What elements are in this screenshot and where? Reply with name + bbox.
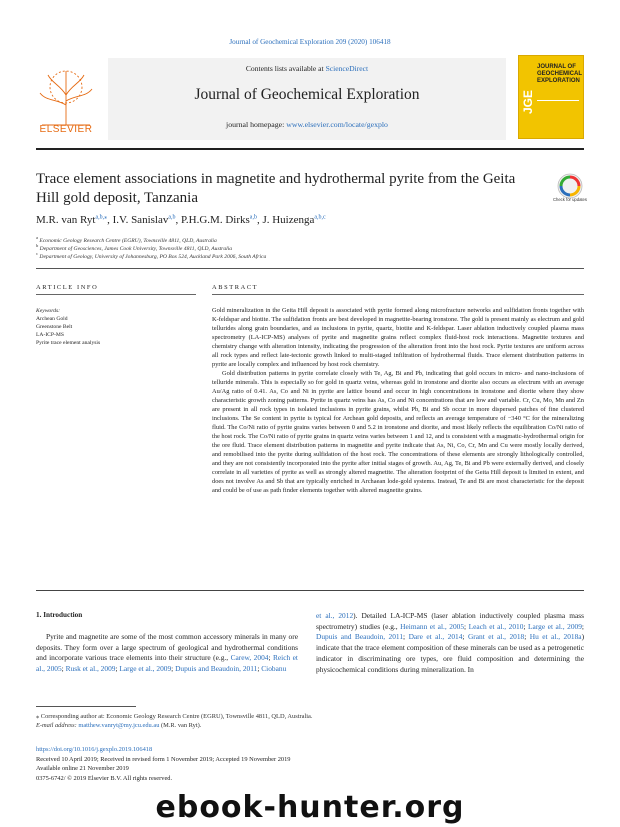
- abstract-rule: [212, 294, 584, 295]
- keyword: LA-ICP-MS: [36, 332, 64, 338]
- cover-abbrev: JGE: [521, 89, 535, 114]
- author[interactable]: M.R. van Ryt$^{a,b,⁎}$,: [36, 213, 113, 226]
- introduction-column-right: et al., 2012). Detailed LA-ICP-MS (laser ablation inductively coupled plasma mass spectrometry) studies (e.g., Heimann et al., 2005; Leach et al., 2010; Large et al., 2009; Dupuis and Beaudoin, 2011; Dare et al., 2014; Grant et al., 2018; Hu et al., 2018a) indicate that the trace element composition of these minerals can be used as a petrogenetic indicator in discriminating ore types, ore fluid composition and determining the physicochemical conditions during mineralization. In: [316, 611, 585, 674]
- homepage-link[interactable]: www.elsevier.com/locate/gexplo: [286, 120, 388, 129]
- reference-link[interactable]: Dupuis and Beaudoin, 2011: [175, 664, 258, 674]
- reference-link[interactable]: et al., 2012: [316, 611, 354, 620]
- check-for-updates-label[interactable]: Check for updates: [553, 197, 587, 202]
- footnote-rule: [36, 706, 136, 707]
- reference-link[interactable]: Hu et al., 2018a: [529, 632, 582, 642]
- reference-link[interactable]: Dare et al., 2014: [408, 632, 463, 642]
- author[interactable]: J. Huizenga$^{a,b,c}$: [262, 213, 326, 226]
- introduction-column-left: Pyrite and magnetite are some of the most common accessory minerals in many ore deposits. They form over a large spectrum of geological and hydrothermal conditions and incorporate various trace elements into their structure (e.g., Carew, 2004; Reich et al., 2005; Rusk et al., 2009; Large et al., 2009; Dupuis and Beaudoin, 2011; Ciobanu: [36, 632, 298, 674]
- reference-link[interactable]: Rusk et al., 2009: [65, 664, 116, 674]
- reference-link[interactable]: Ciobanu: [261, 664, 287, 674]
- copyright: 0375-6742/ © 2019 Elsevier B.V. All rights reserved.: [36, 774, 173, 782]
- keywords-label: Keywords:: [36, 308, 61, 314]
- journal-homepage: [108, 120, 506, 129]
- article-history: [36, 745, 291, 783]
- affiliation: $^b$ Department of Geosciences, James Cook University, Townsville 4811, QLD, Australia: [36, 243, 233, 252]
- introduction-heading: 1. Introduction: [36, 611, 83, 619]
- reference-link[interactable]: Reich et al., 2005: [36, 653, 298, 674]
- check-for-updates-icon[interactable]: [556, 172, 584, 200]
- keyword: Pyrite trace element analysis: [36, 340, 101, 346]
- reference-link[interactable]: Large et al., 2009: [528, 621, 582, 631]
- abstract-paragraph: Gold mineralization in the Geita Hill deposit is associated with pyrite formed along microfracture networks and sulfidation fronts together with K-feldspar and biotite. The sulfidation fronts are best developed in magnetite-bearing ironstone. The gold is present mainly as electrum and gold tellurides along grain boundaries, and as inclusions in pyrite, quartz, biotite and K-feldspar. Laser ablation inductively coupled plasma mass spectrometry (LA-ICP-MS) analyses of pyrite and magnetite grains reflect complex fluid-host rock interactions. Magnetite textures and chemistry change with alteration intensity, indicating the progression of the alteration front into the host rock. Pyrite textures are uniform across all rock types and reflect late-tectonic growth linked to multi-staged infiltration of hydrothermal fluids. Trace element distribution patterns in pyrite are locally complex and influenced by host rock chemistry.: [212, 307, 584, 368]
- elsevier-wordmark: ELSEVIER: [39, 124, 93, 135]
- received-dates: Received 10 April 2019; Received in revised form 1 November 2019; Accepted 19 November 2019: [36, 755, 291, 763]
- header-rule: [36, 148, 584, 150]
- email-link[interactable]: matthew.vanryt@my.jcu.edu.au: [78, 722, 160, 729]
- reference-link[interactable]: Dupuis and Beaudoin, 2011: [316, 632, 404, 642]
- section-rule: [36, 268, 584, 269]
- available-online: Available online 21 November 2019: [36, 765, 129, 772]
- watermark: ebook-hunter.org: [155, 790, 465, 825]
- abstract-end-rule: [36, 590, 584, 591]
- abstract-heading: ABSTRACT: [212, 284, 259, 291]
- corresponding-author-footnote: ⁎ Corresponding author at: Economic Geology Research Centre (EGRU), Townsville 4811, QLD, Australia. E-mail address: matthew.vanryt@my.jcu.edu.au (M.R. van Ryt).: [36, 713, 313, 729]
- journal-cover-thumbnail: [518, 55, 584, 139]
- reference-link[interactable]: Carew, 2004: [230, 653, 269, 663]
- contents-line: [108, 64, 506, 73]
- journal-title: Journal of Geochemical Exploration: [194, 86, 420, 103]
- affiliation: $^a$ Economic Geology Research Centre (EGRU), Townsville 4811, QLD, Australia: [36, 235, 217, 244]
- sciencedirect-link[interactable]: ScienceDirect: [325, 64, 369, 73]
- cover-rule: [537, 100, 579, 101]
- abstract-paragraph: Gold distribution patterns in pyrite correlate closely with Te, Ag, Bi and Pb, indicating that gold occurs in micro- and nano-inclusions of telluride minerals. This is especially so for gold in quartz veins, whereas gold in ironstone and diorite also occurs as electrum with an average Au/Ag ratio of 0.41. As, Co and Ni in pyrite are lattice bound and occur in high concentrations in ironstone and diorite where they show characteristic growth zoning patterns. Pyrite in quartz veins has As, Co and Ni concentrations that are low and variable. Cr, Cu, Mo, Mn and Zn are present in all rock types in isolated inclusions in pyrite grains, whilst Pb, Bi and Sb occur in more dispersed patches of fine clustered inclusions. The Se content in pyrite is typical for Archean gold deposits, and reflects an average temperature of −340 °C for the mineralizing fluid. The Co/Ni ratio of pyrite grains varies between 0 and 5.2 in ironstone and diorite, and most likely reflects the equilibration Co/Ni ratio of the host rock. The Co/Ni ratio of pyrite grains in quartz veins varies between 1 and 12, and is consistent with a magmatic-hydrothermal origin for the ore fluid. Trace element distribution patterns in magnetite and pyrite indicate that As, Ni, Co, Cr, Mn and Cu were mostly locally derived, and remobilised into the pyrite during sulfidation of the host rock. The concentrations of these elements are strongly lithologically controlled, and they are not consistently incorporated into the pyrite after initial stages of growth. Au, Ag, Te, Bi and Pb were externally derived, and closely correlate in all varieties of pyrite as well as strongly altered magnetite. The alteration footprint of the Geita Hill deposit is limited in extent, and does not involve As and Sb that are typically enriched in Archaean lode-gold systems. Instead, Te and Bi are most characteristic for the deposit and could be of use as path finder elements together with altered magnetite grains.: [212, 370, 584, 494]
- abstract-body: [212, 306, 584, 495]
- reference-link[interactable]: Grant et al., 2018: [467, 632, 525, 642]
- author[interactable]: P.H.G.M. Dirks$^{a,b}$,: [181, 213, 263, 226]
- author-list: [36, 213, 326, 226]
- reference-link[interactable]: Heimann et al., 2005: [400, 621, 465, 631]
- affiliation: $^c$ Department of Geology, University of Johannesburg, PO Box 524, Auckland Park 2006, South Africa: [36, 251, 267, 260]
- paper-title: Trace element associations in magnetite and hydrothermal pyrite from the Geita Hill gold deposit, Tanzania: [36, 171, 516, 206]
- reference-link[interactable]: Large et al., 2009: [119, 664, 172, 674]
- homepage-prefix: journal homepage:: [226, 120, 287, 129]
- author[interactable]: I.V. Sanislav$^{a,b}$,: [112, 213, 182, 226]
- keyword: Archean Gold: [36, 316, 68, 322]
- reference-link[interactable]: Leach et al., 2010: [468, 621, 524, 631]
- doi-link[interactable]: https://doi.org/10.1016/j.gexplo.2019.106418: [36, 746, 153, 753]
- article-info-heading: ARTICLE INFO: [36, 284, 99, 291]
- article-info-rule: [36, 294, 196, 295]
- keyword: Greenstone Belt: [36, 324, 73, 330]
- journal-citation[interactable]: Journal of Geochemical Exploration 209 (2020) 106418: [229, 38, 391, 46]
- cover-title: JOURNAL OF GEOCHEMICAL EXPLORATION: [537, 64, 582, 84]
- contents-prefix: Contents lists available at: [245, 64, 326, 73]
